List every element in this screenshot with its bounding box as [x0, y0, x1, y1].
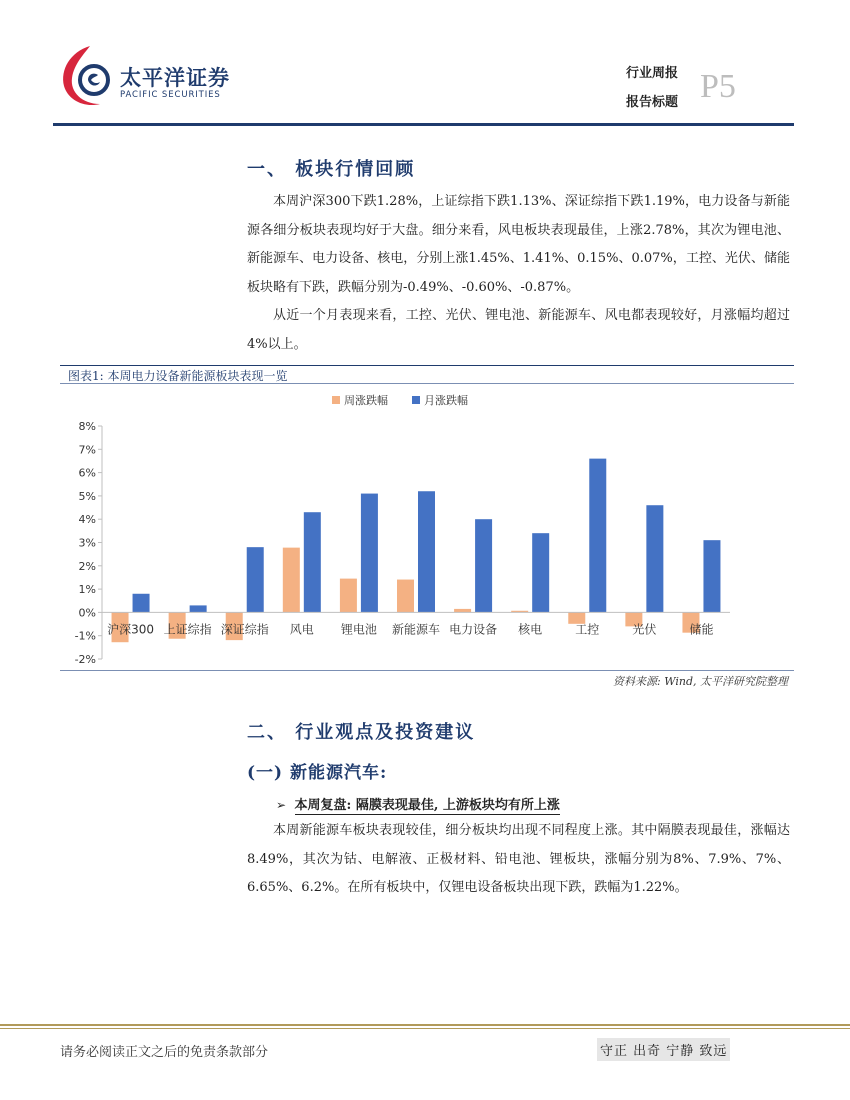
x-category-label: 深证综指	[220, 622, 269, 637]
section-heading-1: 一、 板块行情回顾	[247, 159, 416, 180]
y-tick-label: -2%	[74, 653, 96, 666]
bar-monthly	[190, 605, 207, 612]
x-category-label: 光伏	[632, 622, 657, 637]
y-tick-label: 1%	[78, 583, 96, 597]
logo-mark-icon	[60, 44, 116, 108]
section2-paragraph-1: 本周新能源车板块表现较佳，细分板块均出现不同程度上涨。其中隔膜表现最佳，涨幅达8.49%，其次为钴、电解液、正极材料、铅电池、锂板块，涨幅分别为8%、7.9%、7%、6.65%、6.2%。在所有板块中，仅锂电设备板块出现下跌，跌幅为1.22%。	[247, 823, 790, 895]
report-type: 行业周报	[626, 66, 679, 81]
figure-bottom-rule	[60, 670, 794, 671]
y-tick-label: 4%	[78, 513, 96, 527]
x-category-label: 电力设备	[449, 622, 498, 637]
figure-title: 图表1: 本周电力设备新能源板块表现一览	[68, 369, 288, 383]
bar-monthly	[133, 594, 150, 613]
chart-svg	[60, 384, 794, 670]
bar-monthly	[247, 547, 264, 612]
header-rule	[53, 123, 794, 126]
bullet-arrow-icon: ➢	[276, 798, 287, 812]
bar-weekly	[340, 579, 357, 613]
y-tick-label: 3%	[78, 536, 96, 550]
bar-monthly	[703, 540, 720, 612]
bar-monthly	[589, 459, 606, 613]
page-number: P5	[700, 68, 736, 105]
logo-english-name: PACIFIC SECURITIES	[120, 90, 221, 100]
y-tick-label: -1%	[74, 629, 96, 643]
legend-swatch-monthly	[412, 396, 420, 404]
x-category-label: 工控	[575, 622, 600, 637]
figure-source: 资料来源: Wind, 太平洋研究院整理	[613, 675, 788, 688]
page-header	[0, 0, 850, 130]
logo-chinese-name: 太平洋证券	[120, 66, 230, 90]
bullet-weekly-review	[276, 794, 560, 813]
x-category-label: 上证综指	[163, 622, 212, 637]
footer-rule-thin	[0, 1028, 850, 1029]
bar-monthly	[304, 512, 321, 612]
company-logo	[60, 44, 230, 114]
report-title-label: 报告标题	[626, 95, 679, 110]
y-tick-label: 5%	[78, 489, 96, 503]
footer-motto: 守正 出奇 宁静 致远	[597, 1038, 730, 1061]
x-category-label: 风电	[289, 622, 314, 637]
legend-swatch-weekly	[332, 396, 340, 404]
y-tick-label: 7%	[78, 443, 96, 457]
bar-monthly	[418, 491, 435, 612]
x-category-label: 核电	[518, 622, 543, 637]
section1-paragraph-1: 本周沪深300下跌1.28%，上证综指下跌1.13%、深证综指下跌1.19%，电力设备与新能源各细分板块表现均好于大盘。细分来看，风电板块表现最佳，上涨2.78%，其次为锂电池、新能源车、电力设备、核电，分别上涨1.45%、1.41%、0.15%、0.07%，工控、光伏、储能板块略有下跌，跌幅分别为-0.49%、-0.60%、-0.87%。	[247, 194, 790, 295]
subsection-heading-ev: (一) 新能源汽车:	[247, 763, 388, 783]
y-tick-label: 0%	[78, 606, 96, 620]
sector-performance-chart	[60, 384, 794, 670]
x-category-label: 沪深300	[107, 622, 154, 637]
bullet-text: 本周复盘: 隔膜表现最佳, 上游板块均有所上涨	[294, 798, 560, 813]
bar-weekly	[397, 580, 414, 613]
bar-monthly	[646, 505, 663, 612]
figure-title-bar	[60, 365, 794, 384]
bar-monthly	[361, 494, 378, 613]
section1-paragraph-2: 从近一个月表现来看，工控、光伏、锂电池、新能源车、风电都表现较好，月涨幅均超过4%以上。	[247, 308, 790, 352]
x-category-label: 储能	[689, 622, 714, 637]
bar-monthly	[532, 533, 549, 612]
bar-weekly	[283, 548, 300, 613]
legend-label-weekly: 周涨跌幅	[344, 394, 388, 407]
section-heading-2: 二、 行业观点及投资建议	[247, 722, 476, 743]
y-tick-label: 2%	[78, 559, 96, 573]
y-tick-label: 8%	[78, 420, 96, 433]
x-category-label: 新能源车	[391, 622, 441, 637]
legend-label-monthly: 月涨跌幅	[424, 394, 468, 407]
x-category-label: 锂电池	[340, 622, 377, 637]
footer-rule-thick	[0, 1024, 850, 1026]
footer-disclaimer: 请务必阅读正文之后的免责条款部分	[60, 1045, 269, 1060]
y-tick-label: 6%	[78, 466, 96, 480]
bar-weekly	[454, 609, 471, 612]
bar-monthly	[475, 519, 492, 612]
